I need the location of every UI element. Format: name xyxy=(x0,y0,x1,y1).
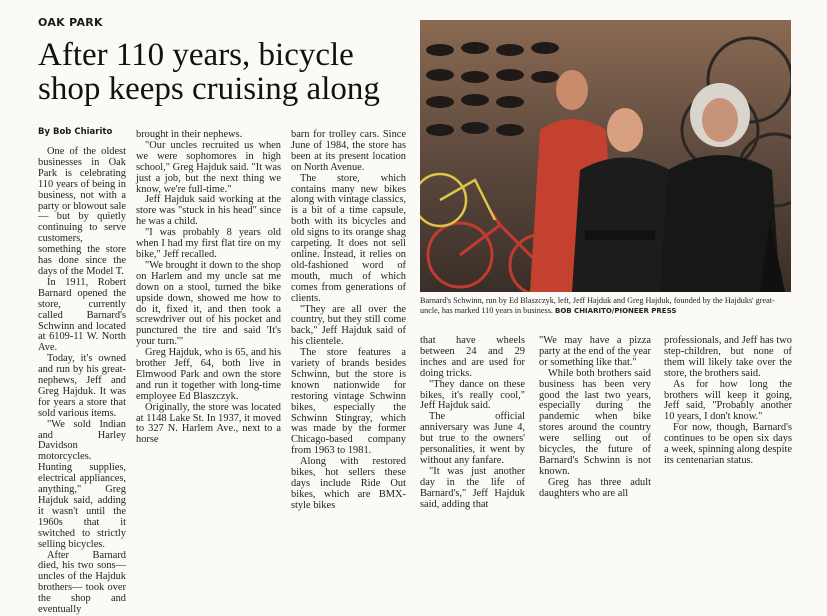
paragraph: Along with restored bikes, hot sellers these days include Ride Out bikes, which are BMX-style bikes xyxy=(291,456,406,511)
paragraph: The store features a variety of brands besides Schwinn, but the store is known nationwide for restoring vintage Schwinn bikes, especially the Schwinn Stingray, which was made by the former Chicago-based company from 1963 to 1981. xyxy=(291,347,406,457)
paragraph: One of the oldest businesses in Oak Park is celebrating 110 years of being in business, not with a party or blowout sale — but by quietly continuing to serve customers, something the store has done since the days of the Model T. xyxy=(38,146,127,277)
paragraph: professionals, and Jeff has two step-children, but none of them will likely take over the store, the brothers said. xyxy=(664,335,792,379)
bike-shop-photo-illustration xyxy=(420,20,791,292)
photo-caption xyxy=(420,296,791,317)
article-column-2 xyxy=(136,130,281,446)
paragraph: The store, which contains many new bikes along with vintage classics, is a bit of a time capsule, both with its bicycles and old signs to its orange shag carpeting. It does not sell online. Instead, it relies on old-fashioned word of mouth, much of which comes from generations of clients. xyxy=(291,172,406,304)
paragraph: "Our uncles recruited us when we were sophomores in high school," Greg Hajduk said. "It was just a job, but the next thing we know, we're full-time." xyxy=(136,139,281,195)
paragraph: "They dance on these bikes, it's really cool," Jeff Hajduk said. xyxy=(420,378,525,412)
paragraph: "It was just another day in the life of Barnard's," Jeff Hajduk said, adding that xyxy=(420,465,525,510)
paragraph: "I was probably 8 years old when I had my first flat tire on my bike," Jeff recalled. xyxy=(136,227,281,260)
paragraph: Greg Hajduk, who is 65, and his brother Jeff, 64, both live in Elmwood Park and own the store and run it together with long-time employee Ed Blaszczyk. xyxy=(136,347,281,402)
article-column-3 xyxy=(291,130,406,512)
article-column-4 xyxy=(420,336,525,511)
paragraph: Jeff Hajduk said working at the store was "stuck in his head" since he was a child. xyxy=(136,194,281,228)
section-label: OAK PARK xyxy=(38,16,103,29)
paragraph: Greg has three adult daughters who are all xyxy=(539,476,651,499)
paragraph: After Barnard died, his two sons—uncles of the Hajduk brothers— took over the shop and eventually xyxy=(38,549,126,616)
store-photo xyxy=(420,20,791,292)
photo-credit: BOB CHIARITO/PIONEER PRESS xyxy=(555,307,677,316)
paragraph: "They are all over the country, but they still come back," Jeff Hajduk said of his clientele. xyxy=(291,303,406,348)
caption-text: Barnard's Schwinn, run by Ed Blaszczyk, left, Jeff Hajduk and Greg Hajduk, founded by the Hajduks' great-uncle, has marked 110 years in business. xyxy=(420,296,775,316)
paragraph: "We brought it down to the shop on Harlem and my uncle sat me down on a stool, turned the bike upside down, showed me how to do it, fixed it, and then took a screwdriver out of his pocket and punctured the tire and said 'It's your turn.'" xyxy=(136,259,281,348)
paragraph: that have wheels between 24 and 29 inches and are used for doing tricks. xyxy=(420,335,525,379)
paragraph: In 1911, Robert Barnard opened the store, currently called Barnard's Schwinn and located at 6109-11 W. North Ave. xyxy=(38,276,126,354)
paragraph: "We sold Indian and Harley Davidson motorcycles. Hunting supplies, electrical appliances, anything," Greg Hajduk said, adding it wasn't until the 1960s that it switched to strictly selling bicycles. xyxy=(38,418,126,550)
paragraph: barn for trolley cars. Since June of 1984, the store has been at its present location on North Avenue. xyxy=(291,129,406,173)
paragraph: Today, it's owned and run by his great-nephews, Jeff and Greg Hajduk. It was for years a store that sold various items. xyxy=(38,353,126,419)
paragraph: brought in their nephews. xyxy=(136,129,243,140)
article-column-5 xyxy=(539,336,651,500)
paragraph: While both brothers said business has been very good the last two years, especially during the pandemic when bike stores around the country were selling out of bicycles, the future of Barnard's Schwinn is not known. xyxy=(539,367,651,477)
headline: After 110 years, bicycle shop keeps cruising along xyxy=(38,37,380,107)
paragraph: "We may have a pizza party at the end of the year or something like that." xyxy=(539,335,651,368)
article-column-1 xyxy=(38,147,126,616)
paragraph: As for how long the brothers will keep it going, Jeff said, "Probably another 10 years, I don't know." xyxy=(664,378,792,423)
paragraph: The official anniversary was June 4, but true to the owners' personalities, it went by without any fanfare. xyxy=(420,411,525,466)
paragraph: For now, though, Barnard's continues to be open six days a week, spinning along despite its centenarian status. xyxy=(664,422,792,466)
paragraph: Originally, the store was located at 1148 Lake St. In 1937, it moved to 327 N. Harlem Ave., next to a horse xyxy=(136,401,281,446)
byline: By Bob Chiarito xyxy=(38,127,113,137)
article-column-6 xyxy=(664,336,792,467)
